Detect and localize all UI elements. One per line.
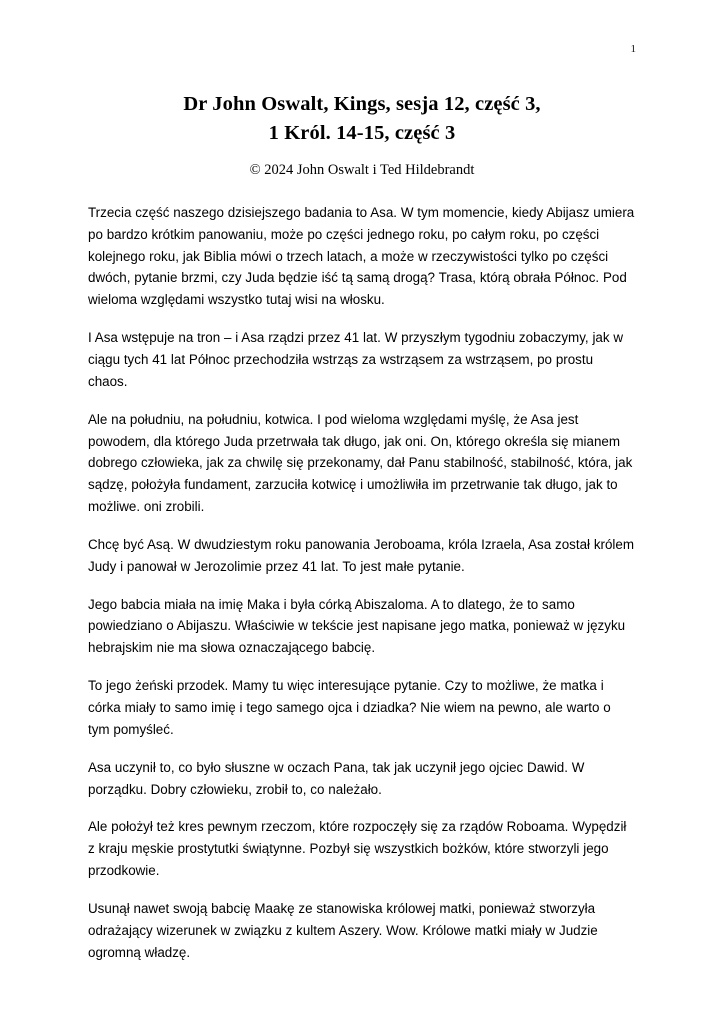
page-number: 1 (630, 43, 636, 55)
paragraph: Asa uczynił to, co było słuszne w oczach Pana, tak jak uczynił jego ojciec Dawid. W porządku. Dobry człowieku, zrobił to, co należało. (88, 759, 585, 797)
copyright-notice: © 2024 John Oswalt i Ted Hildebrandt (249, 161, 475, 178)
page-title (88, 90, 636, 148)
paragraph: Chcę być Asą. W dwudziestym roku panowania Jeroboama, króla Izraela, Asa został królem Judy i panował w Jerozolimie przez 41 lat. To jest małe pytanie. (88, 536, 634, 574)
title-line-1: Dr John Oswalt, Kings, sesja 12, część 3, (183, 93, 541, 115)
title-line-2: 1 Król. 14-15, część 3 (268, 122, 456, 145)
paragraph: Trzecia część naszego dzisiejszego badania to Asa. W tym momencie, kiedy Abijasz umiera po bardzo krótkim panowaniu, może po części jednego roku, po całym roku, po części kolejnego roku, jak Biblia mówi o trzech latach, a może w rzeczywistości tylko po części dwóch, pytanie brzmi, czy Juda będzie iść tą samą drogą? Trasa, którą obrała Północ. Pod wieloma względami wszystko tutaj wisi na włosku. (88, 204, 635, 308)
paragraph: Ale na południu, na południu, kotwica. I pod wieloma względami myślę, że Asa jest powodem, dla którego Juda przetrwała tak długo, jak oni. On, którego określa się mianem dobrego człowieka, jak za chwilę się przekonamy, dał Panu stabilność, stabilność, która, jak sądzę, położyła fundament, zarzuciła kotwicę i umożliwiła im przetrwanie tak długo, jak to możliwe. oni zrobili. (88, 411, 633, 515)
paragraph: I Asa wstępuje na tron – i Asa rządzi przez 41 lat. W przyszłym tygodniu zobaczymy, jak w ciągu tych 41 lat Północ przechodziła wstrząs za wstrząsem za wstrząsem, po prostu chaos. (88, 330, 624, 389)
paragraph: Jego babcia miała na imię Maka i była córką Abiszaloma. A to dlatego, że to samo powiedziano o Abijaszu. Właściwie w tekście jest napisane jego matka, ponieważ w języku hebrajskim nie ma słowa oznaczającego babcię. (88, 596, 626, 656)
paragraph: Usunął nawet swoją babcię Maakę ze stanowiska królowej matki, ponieważ stworzyła odrażający wizerunek w związku z kultem Aszery. Wow. Królowe matki miały w Judzie ogromną władzę. (88, 900, 598, 960)
paragraph: To jego żeński przodek. Mamy tu więc interesujące pytanie. Czy to możliwe, że matka i córka miały to samo imię i tego samego ojca i dziadka? Nie wiem na pewno, ale warto o tym pomyśleć. (88, 678, 611, 737)
paragraph: Ale położył też kres pewnym rzeczom, które rozpoczęły się za rządów Roboama. Wypędził z kraju męskie prostytutki świątynne. Pozbył się wszystkich bożków, które stworzyli jego przodkowie. (88, 819, 627, 879)
document-body (88, 202, 636, 963)
